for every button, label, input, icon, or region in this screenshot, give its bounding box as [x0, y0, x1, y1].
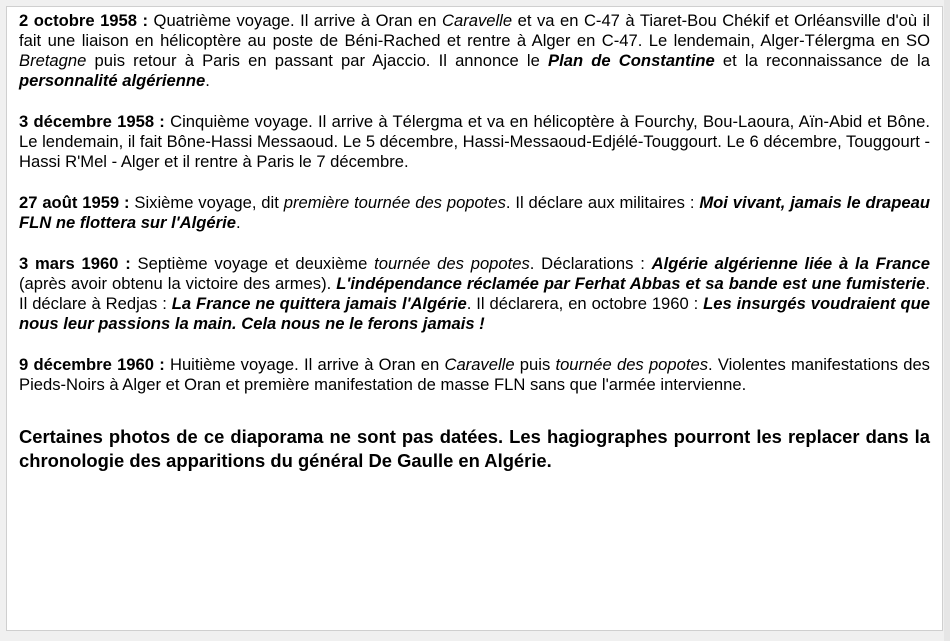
- entry-date: 2 octobre 1958 :: [19, 11, 149, 30]
- entry-1960-03-03: 3 mars 1960 : Septième voyage et deuxième tournée des popotes. Déclarations : Algérie algérienne liée à la France (après avoir obtenu la victoire des armes). L'indépendance réclamée par Ferhat Abbas et sa bande est une fumisterie. Il déclare à Redjas : La France ne quittera jamais l'Algérie. Il déclarera, en octobre 1960 : Les insurgés voudraient que nous leur passions la main. Cela nous ne le ferons jamais !: [19, 254, 931, 333]
- entry-date: 27 août 1959 :: [19, 193, 130, 212]
- entry-date: 3 décembre 1958 :: [19, 112, 165, 131]
- entry-1960-12-09: 9 décembre 1960 : Huitième voyage. Il arrive à Oran en Caravelle puis tournée des popotes. Violentes manifestations des Pieds-Noirs à Alger et Oran et première manifestation de masse FLN sans que l'armée intervienne.: [19, 355, 930, 394]
- entry-1958-10-02: 2 octobre 1958 : Quatrième voyage. Il arrive à Oran en Caravelle et va en C-47 à Tiaret-Bou Chékif et Orléansville d'où il fait une liaison en hélicoptère au poste de Béni-Rached et rentre à Alger en C-47. Le lendemain, Alger-Télergma en SO Bretagne puis retour à Paris en passant par Ajaccio. Il annonce le Plan de Constantine et la reconnaissance de la personnalité algérienne.: [19, 11, 930, 90]
- closing-note: Certaines photos de ce diaporama ne sont pas datées. Les hagiographes pourront les replacer dans la chronologie des apparitions du général De Gaulle en Algérie.: [19, 426, 930, 471]
- window-edge: [944, 0, 950, 641]
- entry-date: 9 décembre 1960 :: [19, 355, 165, 374]
- entry-date: 3 mars 1960 :: [19, 254, 131, 273]
- entry-1958-12-03: 3 décembre 1958 : Cinquième voyage. Il arrive à Télergma et va en hélicoptère à Fourchy, Bou-Laoura, Aïn-Abid et Bône. Le lendemain, il fait Bône-Hassi Messaoud. Le 5 décembre, Hassi-Messaoud-Edjélé-Touggourt. Le 6 décembre, Touggourt - Hassi R'Mel - Alger et il rentre à Paris le 7 décembre.: [19, 112, 931, 171]
- document-page: [6, 6, 943, 631]
- entry-1959-08-27: 27 août 1959 : Sixième voyage, dit première tournée des popotes. Il déclare aux militaires : Moi vivant, jamais le drapeau FLN ne flottera sur l'Algérie.: [19, 193, 930, 232]
